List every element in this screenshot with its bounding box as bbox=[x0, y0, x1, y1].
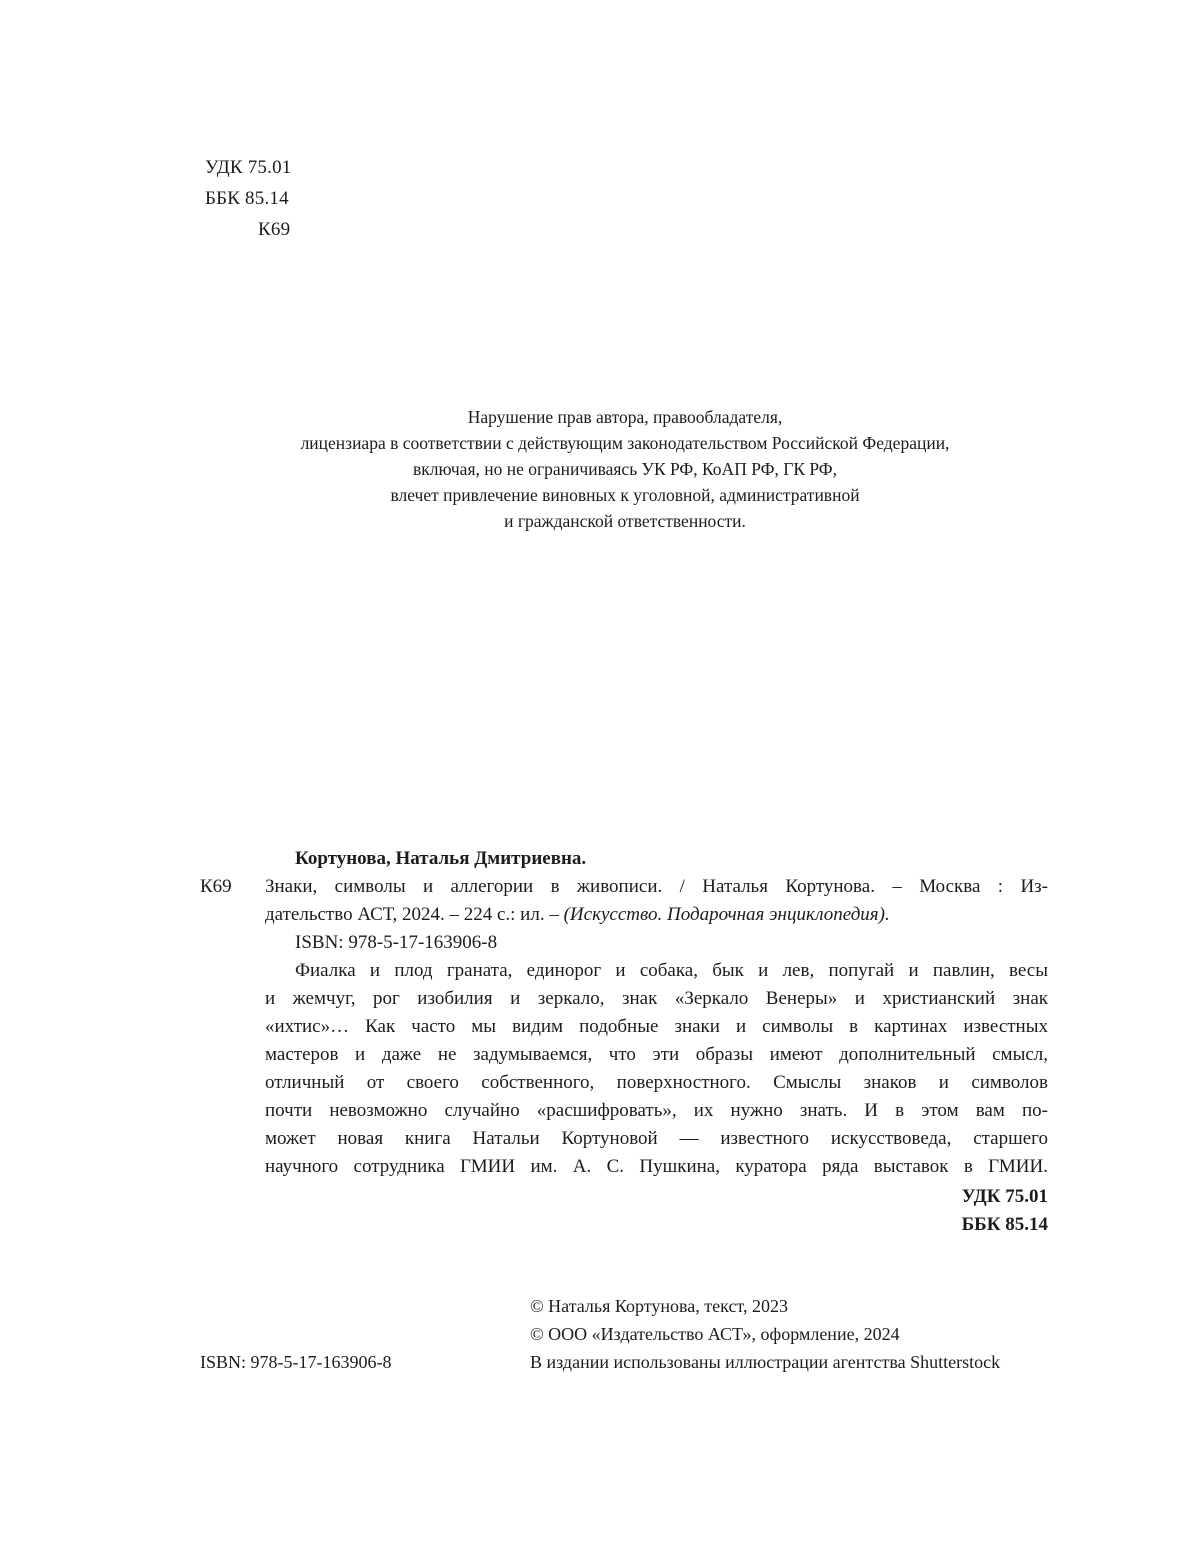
bbk-code-bottom: ББК 85.14 bbox=[961, 1214, 1048, 1235]
annotation-line: и жемчуг, рог изобилия и зеркало, знак «Зеркало Венеры» и христианский знак bbox=[265, 988, 1048, 1009]
annotation-line: научного сотрудника ГМИИ им. А. С. Пушкина, куратора ряда выставок в ГМИИ. bbox=[265, 1156, 1048, 1177]
annotation-line: может новая книга Натальи Кортуновой — известного искусствоведа, старшего bbox=[265, 1128, 1048, 1149]
legal-line: влечет привлечение виновных к уголовной, административной bbox=[390, 485, 860, 505]
copyright-block bbox=[530, 1292, 1000, 1376]
bibliographic-line-2 bbox=[265, 901, 1048, 929]
isbn-top: ISBN: 978-5-17-163906-8 bbox=[295, 932, 498, 953]
legal-line: Нарушение прав автора, правообладателя, bbox=[467, 407, 783, 427]
legal-notice bbox=[142, 404, 1108, 534]
legal-line: и гражданской ответственности. bbox=[504, 511, 746, 531]
legal-line: лицензиара в соответствии с действующим законодательством Российской Федерации, bbox=[300, 433, 950, 453]
author-sign-top: К69 bbox=[258, 219, 291, 240]
series-title: (Искусство. Подарочная энциклопедия). bbox=[563, 904, 890, 925]
copyright-design-line: © ООО «Издательство АСТ», оформление, 2024 bbox=[530, 1324, 900, 1344]
author-heading: Кортунова, Наталья Дмитриевна. bbox=[295, 848, 587, 869]
isbn-bottom: ISBN: 978-5-17-163906-8 bbox=[200, 1352, 392, 1372]
bibliographic-line-2-text: дательство АСТ, 2024. – 224 с.: ил. – bbox=[265, 904, 564, 925]
bbk-code-top: ББК 85.14 bbox=[205, 188, 289, 209]
udk-code-top: УДК 75.01 bbox=[205, 157, 292, 178]
bibliographic-line-1: Знаки, символы и аллегории в живописи. / Наталья Кортунова. – Москва : Из- bbox=[265, 876, 1048, 897]
annotation-line: Фиалка и плод граната, единорог и собака, бык и лев, попугай и павлин, весы bbox=[295, 960, 1048, 981]
annotation-line: «ихтис»… Как часто мы видим подобные знаки и символы в картинах известных bbox=[265, 1016, 1048, 1037]
annotation-line: почти невозможно случайно «расшифровать», их нужно знать. И в этом вам по- bbox=[265, 1100, 1048, 1121]
illustrations-credit: В издании использованы иллюстрации агентства Shutterstock bbox=[530, 1352, 1001, 1372]
copyright-text-line: © Наталья Кортунова, текст, 2023 bbox=[530, 1296, 788, 1316]
classification-codes-bottom bbox=[265, 1183, 1048, 1239]
catalog-entry bbox=[200, 845, 1048, 1239]
udk-code-bottom: УДК 75.01 bbox=[961, 1186, 1048, 1207]
annotation bbox=[265, 957, 1048, 1181]
classification-codes-top bbox=[205, 152, 291, 245]
annotation-line: отличный от своего собственного, поверхностного. Смыслы знаков и символов bbox=[265, 1072, 1048, 1093]
annotation-line: мастеров и даже не задумываемся, что эти образы имеют дополнительный смысл, bbox=[265, 1044, 1048, 1065]
legal-line: включая, но не ограничиваясь УК РФ, КоАП РФ, ГК РФ, bbox=[412, 459, 838, 479]
margin-author-sign: К69 bbox=[200, 876, 232, 897]
